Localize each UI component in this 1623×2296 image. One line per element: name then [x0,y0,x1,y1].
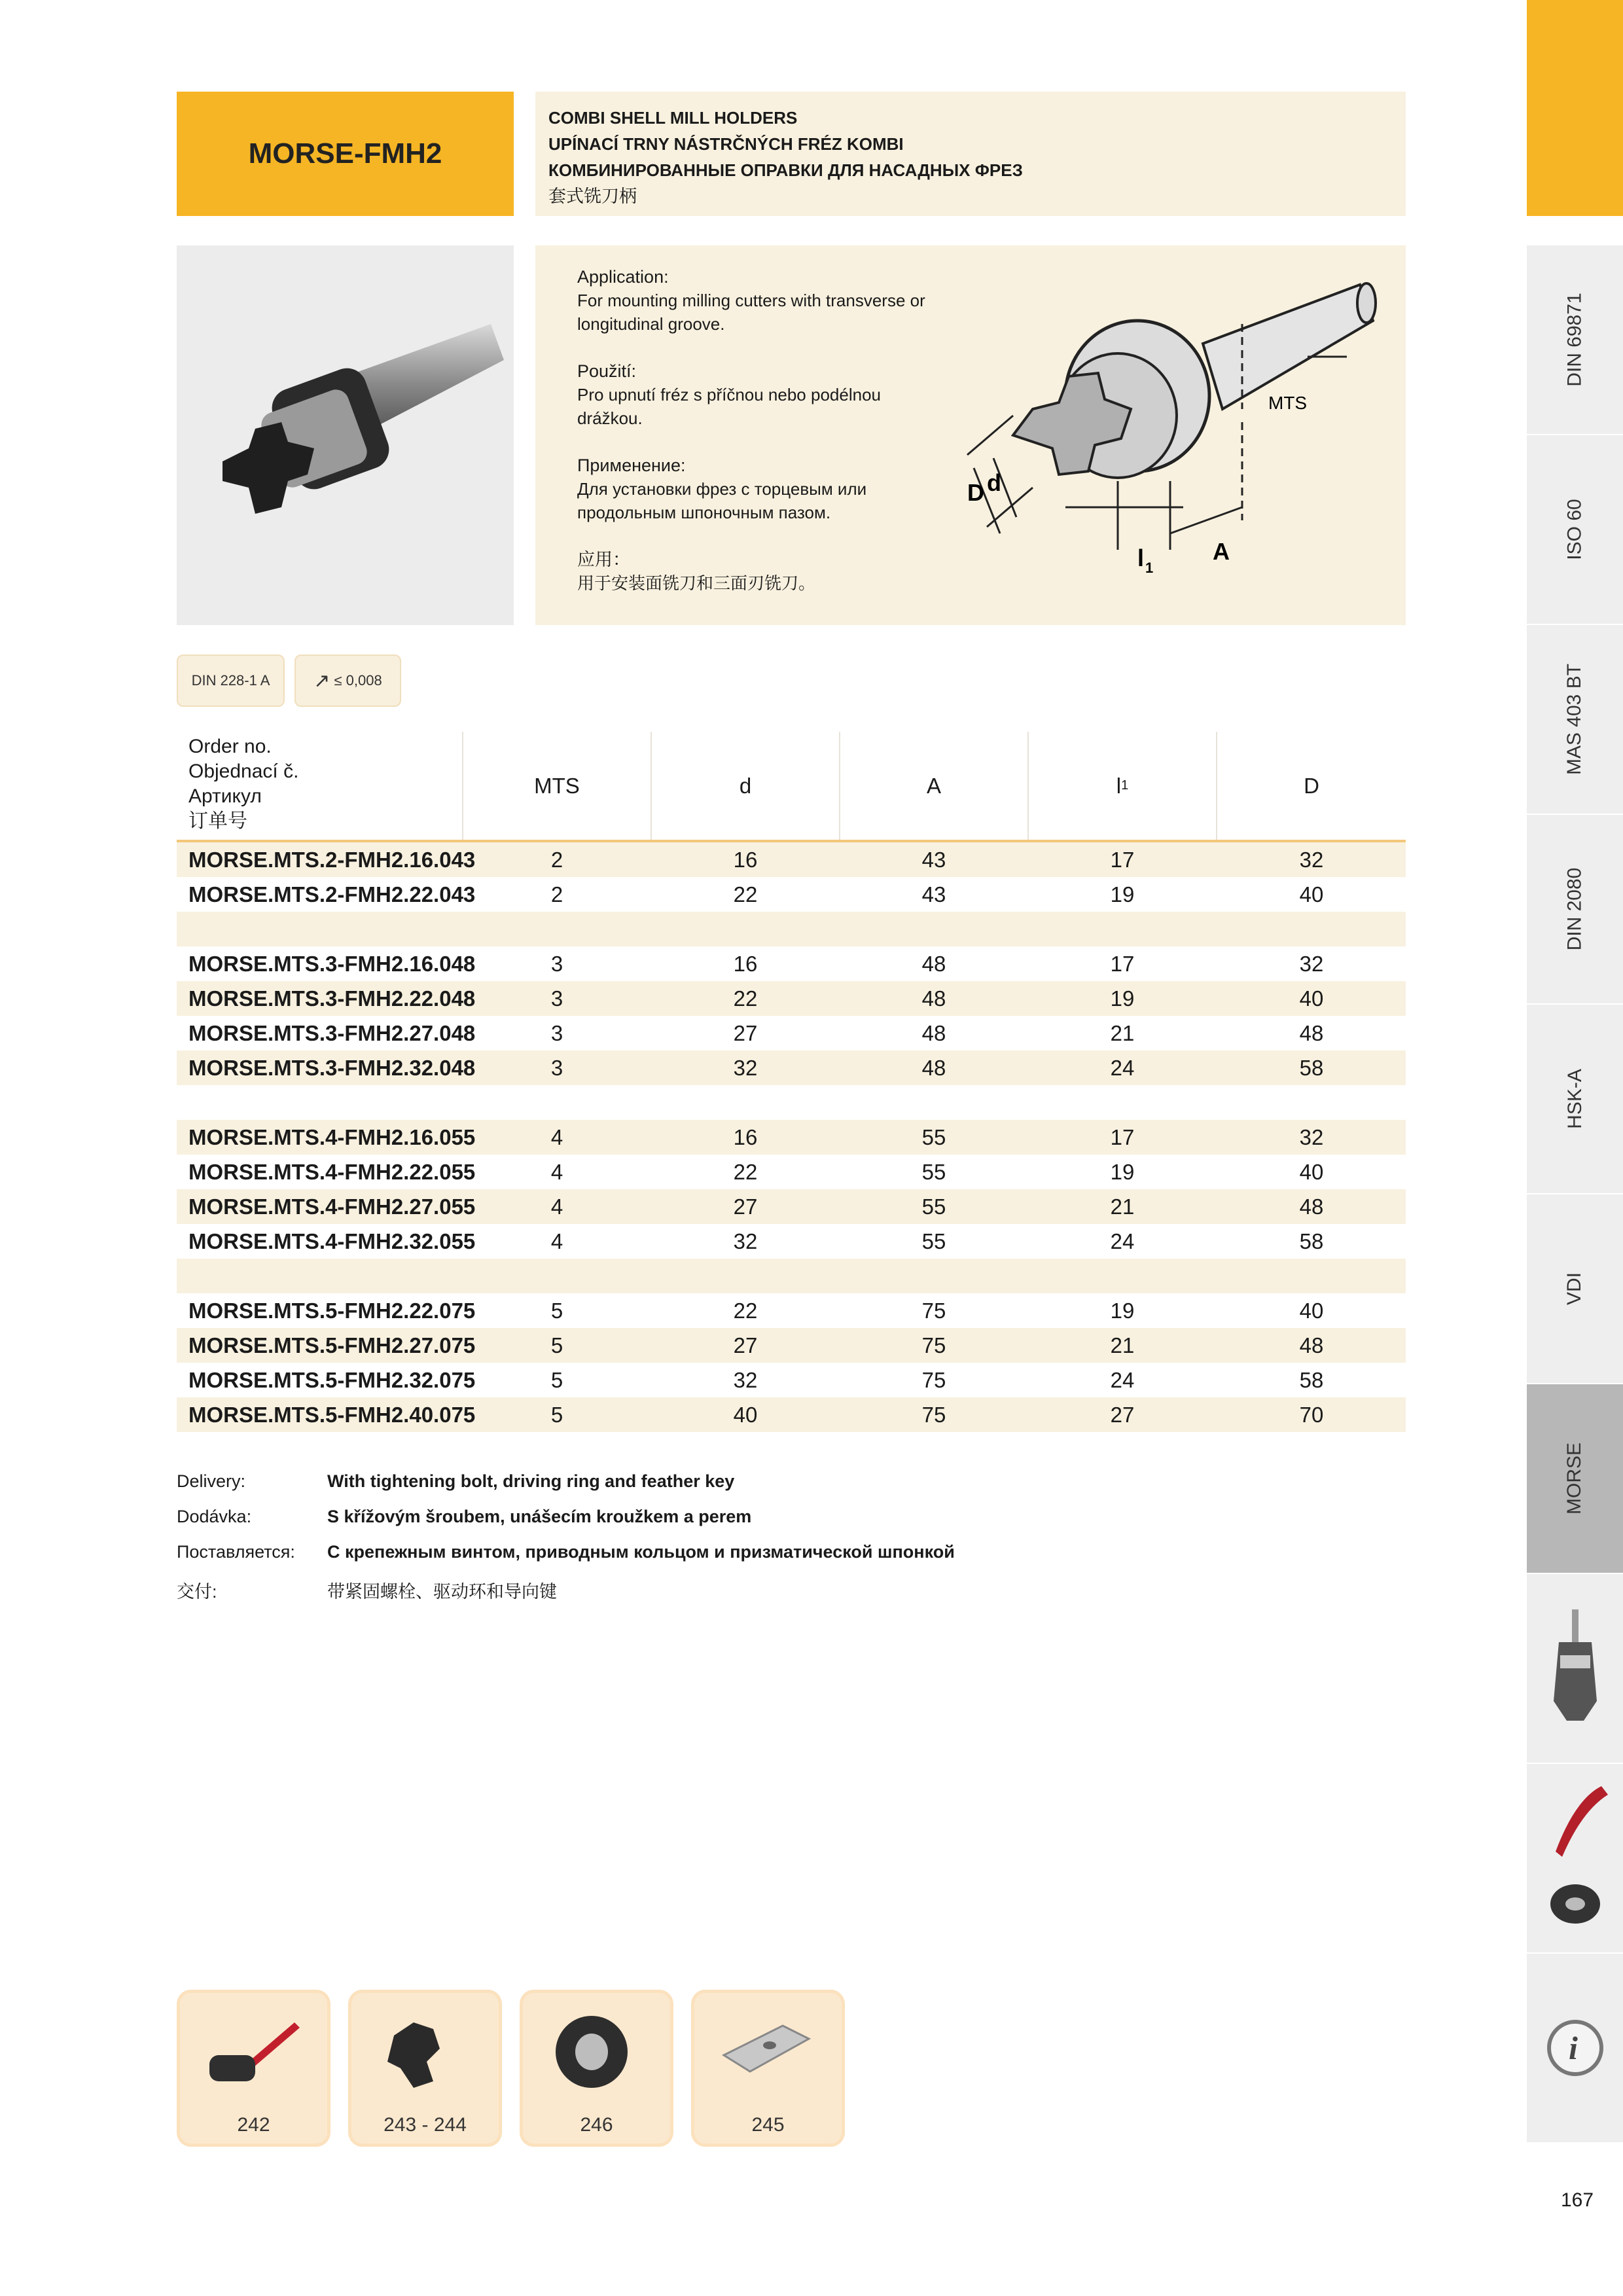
side-accent-bar [1527,0,1623,216]
cell-l1: 24 [1110,1368,1135,1392]
order-header-ru: Артикул [188,785,262,807]
table-row [177,1155,1406,1189]
cell-a: 75 [921,1333,946,1357]
subtitle-cn: 套式铣刀柄 [548,187,637,206]
subtitle-en: COMBI SHELL MILL HOLDERS [548,108,798,128]
cell-D: 32 [1299,848,1324,872]
cell-D: 40 [1299,1299,1324,1323]
delivery-text-en: With tightening bolt, driving ring and feather key [327,1471,735,1491]
cell-l1: 19 [1110,882,1135,906]
cell-l1: 21 [1110,1021,1135,1045]
accessory-page-number: 246 [580,2114,613,2136]
cell-l1: 21 [1110,1194,1135,1219]
order-number: MORSE.MTS.5-FMH2.40.075 [188,1403,476,1427]
cell-d: 16 [733,848,758,872]
delivery-text-ru: С крепежным винтом, приводным кольцом и призматической шпонкой [327,1542,955,1562]
delivery-text-cz: S křížovým šroubem, unášecím kroužkem a perem [327,1507,752,1526]
cell-d: 22 [733,1299,758,1323]
delivery-label-cz: Dodávka: [177,1507,252,1526]
table-row [177,1016,1406,1050]
cell-l1: 19 [1110,1299,1135,1323]
table-row [177,1397,1406,1432]
accessory-page-number: 242 [237,2114,270,2136]
table-body [177,842,1406,1432]
accessory-tile-cross-bolt[interactable] [348,1990,502,2147]
info-icon [1546,2018,1605,2077]
column-header-a: A [926,773,941,798]
cell-d: 16 [733,952,758,976]
cell-mts: 4 [550,1194,563,1219]
cell-d: 27 [733,1333,758,1357]
runout-badge-text: ≤ 0,008 [334,672,382,689]
delivery-label-cn: 交付: [177,1582,217,1602]
cell-l1: 21 [1110,1333,1135,1357]
application-en-heading: Application: [577,267,669,287]
cell-D: 48 [1299,1194,1324,1219]
tab-drill-chuck[interactable] [1527,1574,1623,1764]
table-row [177,1120,1406,1155]
cell-l1: 17 [1110,952,1135,976]
cell-mts: 4 [550,1160,563,1184]
cell-D: 40 [1299,1160,1324,1184]
cell-l1: 19 [1110,1160,1135,1184]
column-header-D: D [1304,773,1319,798]
subtitle-panel [535,92,1406,216]
cell-d: 40 [733,1403,758,1427]
column-header-l1-letter: l [1116,773,1122,798]
cell-a: 43 [921,882,946,906]
cell-a: 48 [921,952,946,976]
cell-D: 48 [1299,1333,1324,1357]
cell-mts: 5 [550,1368,563,1392]
cell-a: 55 [921,1229,946,1253]
cell-mts: 3 [550,1021,563,1045]
accessory-tile-driving-ring[interactable] [520,1990,673,2147]
cell-d: 22 [733,882,758,906]
cell-mts: 2 [550,882,563,906]
cell-d: 27 [733,1194,758,1219]
table-spacer-row [177,1259,1406,1293]
feather-key-icon [711,2009,825,2094]
standard-badge [177,655,285,707]
tab-label: HSK-A [1563,1069,1586,1129]
subtitle-ru: КОМБИНИРОВАННЫЕ ОПРАВКИ ДЛЯ НАСАДНЫХ ФРЕЗ [548,160,1023,180]
order-number: MORSE.MTS.4-FMH2.22.055 [188,1160,476,1184]
cell-d: 32 [733,1229,758,1253]
application-cz-text: Pro upnutí fréz s příčnou nebo podélnou drážkou. [577,385,881,428]
cell-mts: 5 [550,1403,563,1427]
cell-a: 55 [921,1194,946,1219]
cell-D: 58 [1299,1229,1324,1253]
tab-vdi[interactable] [1527,1194,1623,1384]
tab-wrench[interactable] [1527,1764,1623,1954]
order-number: MORSE.MTS.3-FMH2.16.048 [188,952,476,976]
column-header-mts: MTS [534,773,580,798]
order-header-en: Order no. [188,736,272,757]
page-number: 167 [1560,2189,1594,2211]
cell-a: 75 [921,1403,946,1427]
order-number: MORSE.MTS.5-FMH2.32.075 [188,1368,476,1392]
order-number: MORSE.MTS.3-FMH2.22.048 [188,986,476,1011]
accessory-tile-feather-key[interactable] [691,1990,845,2147]
delivery-text-cn: 带紧固螺栓、驱动环和导向键 [327,1582,557,1602]
table-row [177,981,1406,1016]
cell-mts: 2 [550,848,563,872]
cell-a: 75 [921,1368,946,1392]
cell-mts: 4 [550,1125,563,1149]
diagram-label-A: A [1213,538,1230,565]
subtitle-cz: UPÍNACÍ TRNY NÁSTRČNÝCH FRÉZ KOMBI [548,134,904,154]
order-header-cn: 订单号 [188,810,247,832]
table-row [177,1363,1406,1397]
cell-a: 48 [921,1056,946,1080]
runout-badge [294,655,401,707]
cell-D: 70 [1299,1403,1324,1427]
accessory-page-number: 243 - 244 [383,2114,467,2136]
cell-l1: 24 [1110,1229,1135,1253]
tab-label: MAS 403 BT [1563,663,1586,776]
standard-badge-text: DIN 228-1 A [191,672,270,689]
tab-din-2080[interactable] [1527,815,1623,1005]
order-number: MORSE.MTS.2-FMH2.16.043 [188,848,476,872]
cell-d: 27 [733,1021,758,1045]
application-cn-heading: 应用： [577,550,630,569]
order-number: MORSE.MTS.3-FMH2.27.048 [188,1021,476,1045]
accessory-page-number: 245 [751,2114,785,2136]
tab-hsk-a[interactable] [1527,1005,1623,1194]
tab-label: DIN 2080 [1563,867,1586,951]
cell-D: 32 [1299,1125,1324,1149]
wrench-nut-icon [1539,1780,1611,1937]
order-number: MORSE.MTS.4-FMH2.16.055 [188,1125,476,1149]
cell-l1: 17 [1110,848,1135,872]
diagram-label-d: d [987,469,1001,496]
tab-morse[interactable] [1527,1384,1623,1574]
order-number: MORSE.MTS.4-FMH2.27.055 [188,1194,476,1219]
cell-D: 40 [1299,882,1324,906]
drill-chuck-icon [1546,1603,1605,1734]
tab-label: MORSE [1563,1442,1586,1515]
technical-drawing [954,259,1399,612]
cell-mts: 3 [550,1056,563,1080]
diagram-label-D: D [967,479,984,506]
diagram-label-l1-sub: 1 [1145,560,1154,576]
cell-d: 22 [733,1160,758,1184]
application-cn-text: 用于安装面铣刀和三面刃铣刀。 [577,573,816,593]
table-row [177,1328,1406,1363]
cell-mts: 3 [550,986,563,1011]
table-row [177,1293,1406,1328]
cell-d: 16 [733,1125,758,1149]
page-title: MORSE-FMH2 [177,92,514,216]
tab-din-69871[interactable] [1527,245,1623,435]
column-header-l1-sub: 1 [1121,778,1129,793]
order-number: MORSE.MTS.5-FMH2.22.075 [188,1299,476,1323]
application-en-text: For mounting milling cutters with transverse or longitudinal groove. [577,291,925,334]
table-row [177,1224,1406,1259]
cell-a: 75 [921,1299,946,1323]
application-ru-heading: Применение: [577,456,686,475]
cell-l1: 17 [1110,1125,1135,1149]
tab-label: DIN 69871 [1563,293,1586,387]
order-number: MORSE.MTS.3-FMH2.32.048 [188,1056,476,1080]
table-spacer-row [177,912,1406,946]
order-header [188,734,298,834]
table-spacer-row [177,1085,1406,1120]
order-number: MORSE.MTS.5-FMH2.27.075 [188,1333,476,1357]
order-number: MORSE.MTS.2-FMH2.22.043 [188,882,476,906]
cell-a: 43 [921,848,946,872]
order-number: MORSE.MTS.4-FMH2.32.055 [188,1229,476,1253]
tab-mas-403-bt[interactable] [1527,625,1623,815]
cell-d: 22 [733,986,758,1011]
table-row [177,1050,1406,1085]
product-photo [177,245,514,625]
cell-mts: 3 [550,952,563,976]
cell-D: 58 [1299,1368,1324,1392]
tab-info[interactable] [1527,1954,1623,2144]
diagram-label-l1: l [1137,545,1145,571]
cell-d: 32 [733,1368,758,1392]
order-table [177,732,1406,1432]
table-row [177,877,1406,912]
tab-label: VDI [1563,1272,1586,1306]
application-panel [535,245,1406,625]
svg-text:i: i [1568,2030,1578,2066]
cell-mts: 4 [550,1229,563,1253]
accessory-tile-wrench[interactable] [177,1990,330,2147]
cell-D: 48 [1299,1021,1324,1045]
cell-a: 48 [921,1021,946,1045]
cell-D: 58 [1299,1056,1324,1080]
driving-ring-icon [539,2009,654,2094]
cell-D: 40 [1299,986,1324,1011]
cell-mts: 5 [550,1299,563,1323]
column-header-l1 [1029,732,1216,840]
cross-bolt-icon [368,2009,482,2094]
table-row [177,946,1406,981]
delivery-label-en: Delivery: [177,1471,246,1491]
table-header [177,732,1406,842]
tab-iso-60[interactable] [1527,435,1623,625]
application-cz-heading: Použití: [577,361,637,381]
application-ru-text: Для установки фрез с торцевым или продольным шпоночным пазом. [577,479,867,522]
diagram-label-mts: MTS [1268,393,1308,413]
cell-a: 55 [921,1125,946,1149]
cell-l1: 24 [1110,1056,1135,1080]
table-row [177,842,1406,877]
cell-l1: 27 [1110,1403,1135,1427]
cell-l1: 19 [1110,986,1135,1011]
runout-arrow-icon: ↗ [313,670,330,692]
order-header-cz: Objednací č. [188,761,299,782]
delivery-label-ru: Поставляется: [177,1542,295,1562]
cell-d: 32 [733,1056,758,1080]
wrench-icon [196,2009,311,2094]
column-header-d: d [739,773,752,798]
cell-a: 48 [921,986,946,1011]
cell-a: 55 [921,1160,946,1184]
table-row [177,1189,1406,1224]
tab-label: ISO 60 [1563,499,1586,560]
cell-mts: 5 [550,1333,563,1357]
cell-D: 32 [1299,952,1324,976]
